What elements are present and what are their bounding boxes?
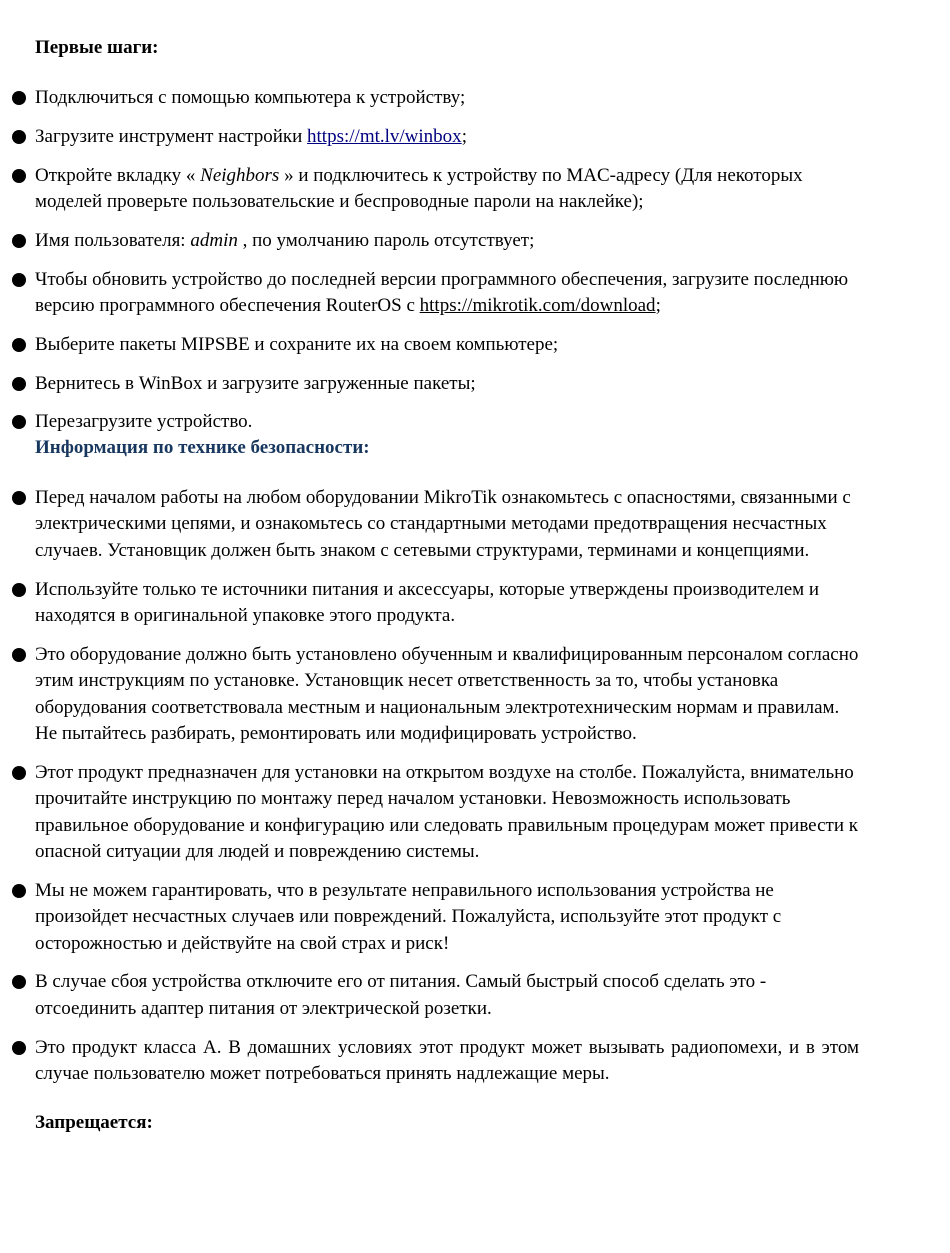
list-item-text: Подключиться с помощью компьютера к устройству;	[35, 87, 466, 108]
list-item	[0, 409, 859, 435]
list-item-text: ;	[655, 295, 661, 316]
list-item-text: Это оборудование должно быть установлено обученным и квалифицированным персоналом согласно этим инструкциям по установке. Установщик несет ответственность за то, чтобы установка оборудования соответствовала местным и национальным электротехническим нормам и правилам. Не пытайтесь разбирать, ремонтировать или модифицировать устройство.	[35, 643, 859, 745]
bullet-icon	[12, 377, 26, 391]
list-item-text: Чтобы обновить устройство до последней версии программного обеспечения, загрузите последнюю версию программного обеспечения RouterOS с	[35, 268, 849, 316]
list-item-text: » и подключитесь к устройству по MAC-адресу (Для некоторых моделей проверьте пользовательские и беспроводные пароли на наклейке);	[35, 164, 803, 212]
bullet-icon	[12, 975, 26, 989]
first-steps-title: Первые шаги:	[35, 37, 159, 58]
bullet-icon	[12, 273, 26, 287]
list-item-text: Мы не можем гарантировать, что в результате неправильного использования устройства не произойдет несчастных случаев или повреждений. Пожалуйста, используйте этот продукт с осторожностью и действуйте на свой страх и риск!	[35, 879, 782, 954]
list-item-text: Вернитесь в WinBox и загрузите загруженные пакеты;	[35, 372, 476, 394]
bullet-icon	[12, 766, 26, 780]
list-item	[0, 969, 859, 1022]
list-item-text: Откройте вкладку «	[35, 164, 201, 186]
first-steps-list	[0, 85, 950, 436]
list-item	[0, 267, 859, 320]
list-item-text: Загрузите инструмент настройки	[35, 125, 308, 147]
bullet-icon	[12, 338, 26, 352]
safety-title: Информация по технике безопасности:	[35, 437, 370, 458]
list-item	[0, 124, 859, 150]
bullet-icon	[12, 415, 26, 429]
list-item-text: Выберите пакеты MIPSBE и сохраните их на своем компьютере;	[35, 333, 559, 355]
bullet-icon	[12, 583, 26, 597]
list-item	[0, 85, 859, 111]
list-item-text: Имя пользователя:	[35, 229, 191, 251]
list-item	[0, 577, 859, 630]
list-item	[0, 878, 859, 957]
list-item-text: В случае сбоя устройства отключите его от питания. Самый быстрый способ сделать это - отсоединить адаптер питания от электрической розетки.	[35, 971, 767, 1019]
prohibited-title: Запрещается:	[35, 1112, 153, 1133]
list-item-text: Перед началом работы на любом оборудовании MikroTik ознакомьтесь с опасностями, связанными с электрическими цепями, и ознакомьтесь со стандартными методами предотвращения несчастных случаев. Установщик должен быть знаком с сетевыми структурами, терминами и концепциями.	[35, 487, 851, 561]
bullet-icon	[12, 884, 26, 898]
neighbors-term: Neighbors	[200, 164, 280, 186]
list-item	[0, 1035, 859, 1088]
list-item-text: , по умолчанию пароль отсутствует;	[237, 229, 535, 251]
list-item	[0, 760, 859, 866]
bullet-icon	[12, 491, 26, 505]
list-item-text: Этот продукт предназначен для установки на открытом воздухе на столбе. Пожалуйста, внимательно прочитайте инструкцию по монтажу перед началом установки. Невозможность использовать правильное оборудование и конфигурацию или следовать правильным процедурам может привести к опасной ситуации для людей и повреждению системы.	[35, 761, 858, 863]
list-item-text: Это продукт класса А. В домашних условиях этот продукт может вызывать радиопомехи, и в этом случае пользователю может потребоваться принять надлежащие меры.	[35, 1036, 859, 1085]
list-item	[0, 332, 859, 358]
bullet-icon	[12, 648, 26, 662]
bullet-icon	[12, 91, 26, 105]
list-item-text: ;	[461, 125, 467, 147]
list-item	[0, 163, 859, 216]
winbox-link[interactable]: https://mt.lv/winbox	[307, 125, 462, 147]
bullet-icon	[12, 234, 26, 248]
list-item-text: Перезагрузите устройство.	[35, 411, 253, 433]
download-link[interactable]: https://mikrotik.com/download	[419, 295, 656, 316]
list-item	[0, 642, 859, 748]
bullet-icon	[12, 169, 26, 183]
list-item-text: Используйте только те источники питания и аксессуары, которые утверждены производителем и находятся в оригинальной упаковке этого продукта.	[35, 578, 820, 627]
admin-term: admin	[190, 229, 238, 251]
safety-list	[0, 485, 950, 1087]
bullet-icon	[12, 130, 26, 144]
list-item	[0, 485, 859, 564]
list-item	[0, 371, 859, 397]
list-item	[0, 228, 859, 254]
bullet-icon	[12, 1041, 26, 1055]
